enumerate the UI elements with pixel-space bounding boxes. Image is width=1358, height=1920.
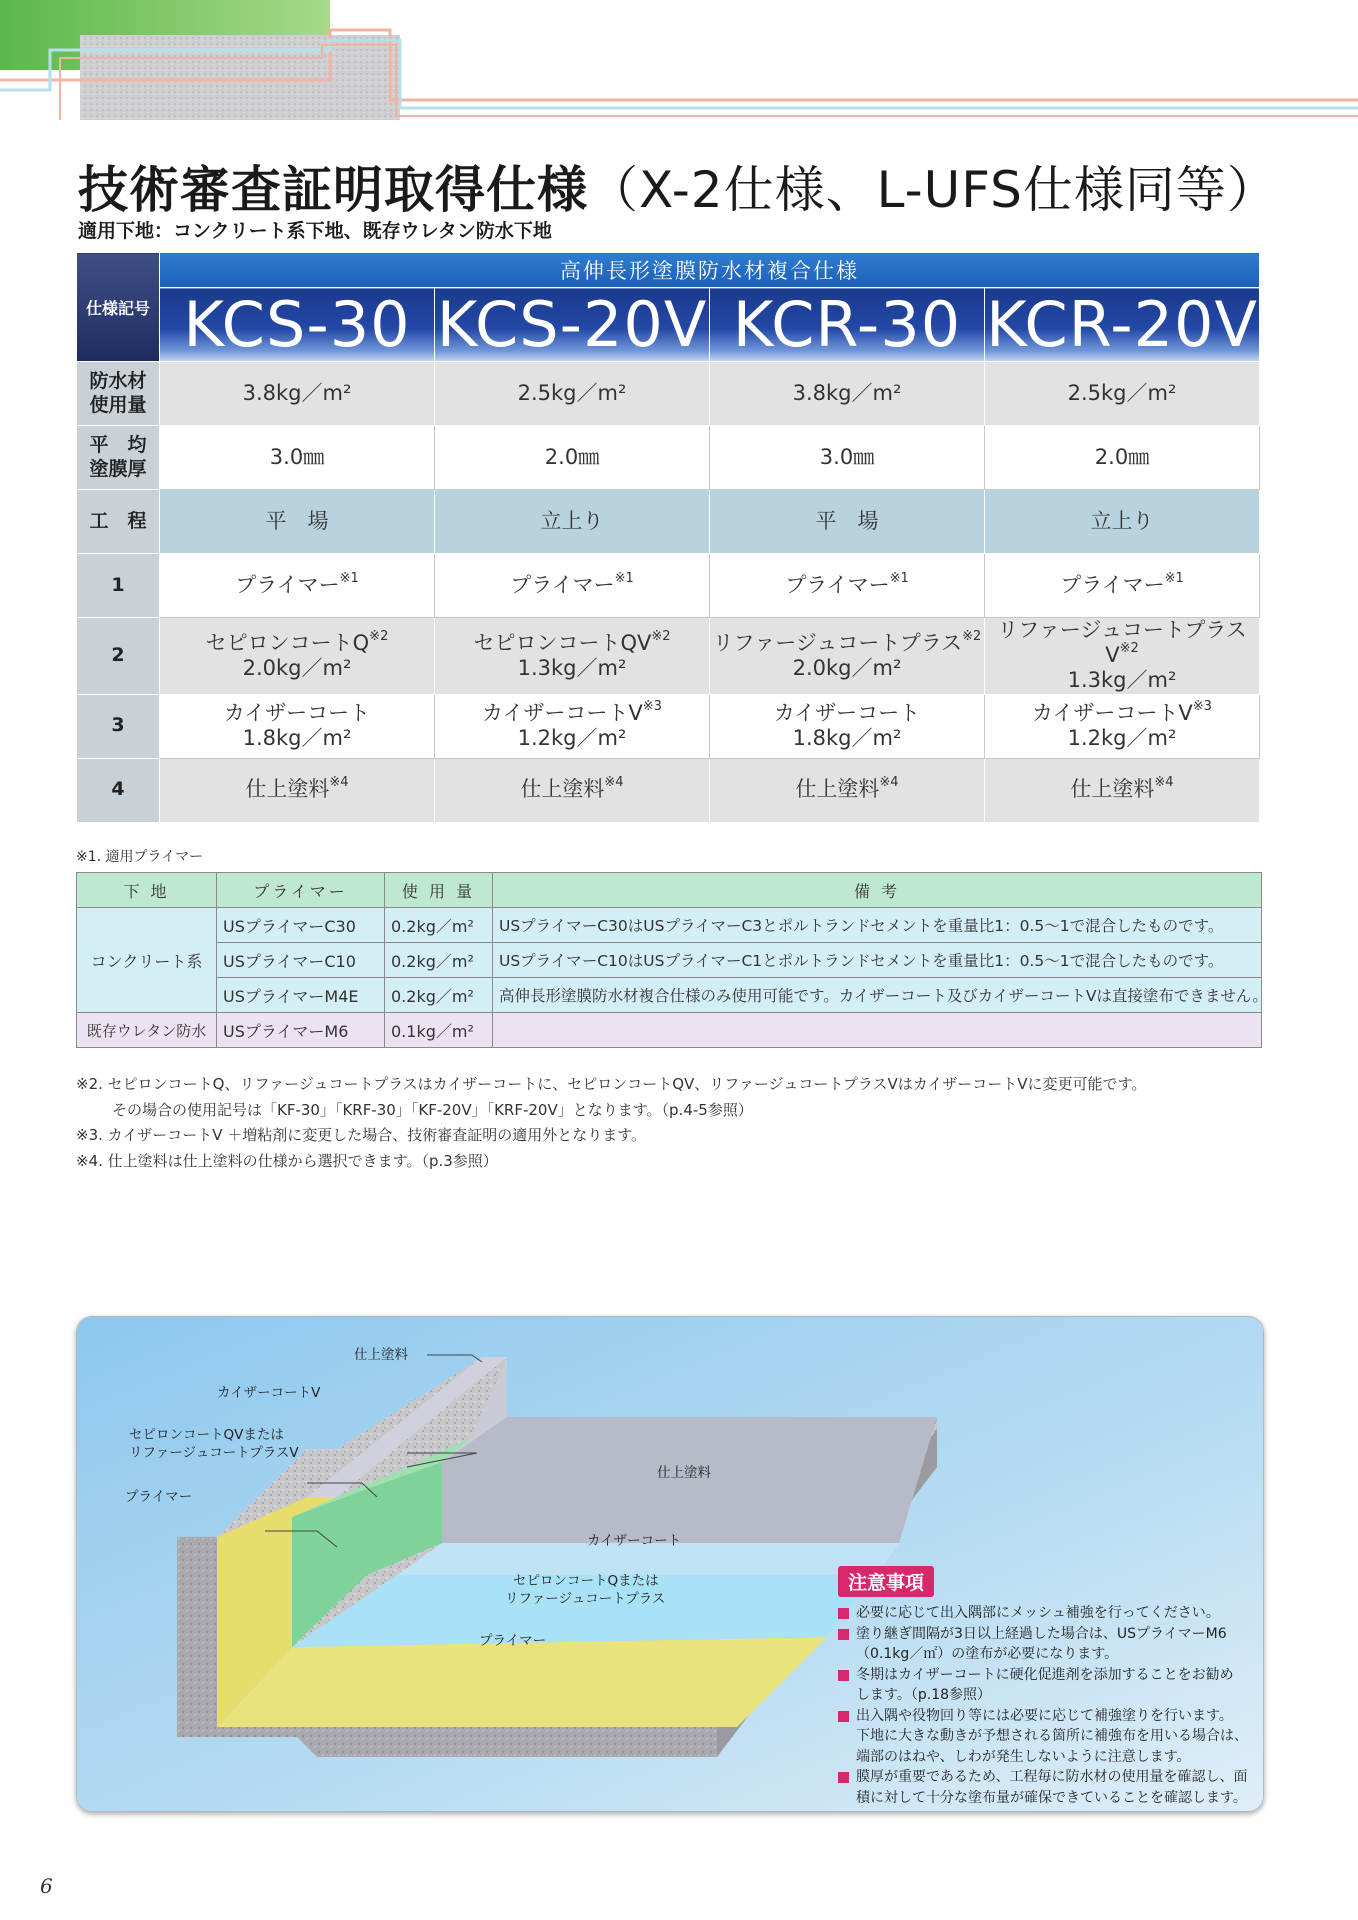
spec-row-label: 平 均 塗膜厚	[77, 426, 160, 490]
spec-code-2: KCS-20V	[435, 288, 710, 362]
square-bullet-icon	[838, 1608, 849, 1619]
label-floor-primer: プライマー	[479, 1633, 547, 1649]
spec-cell-text: カイザーコートV	[482, 700, 643, 725]
caution-item-line: 塗り継ぎ間隔が3日以上経過した場合は、USプライマーM6	[856, 1625, 1227, 1642]
spec-cell-amount: 1.8kg／m²	[792, 726, 902, 751]
spec-cell-amount: 1.8kg／m²	[242, 726, 352, 751]
spec-cell-amount: 2.0kg／m²	[242, 655, 352, 680]
primer-group-urethane: 既存ウレタン防水	[77, 1013, 217, 1048]
spec-code-3: KCR-30	[710, 288, 985, 362]
primer-note: USプライマーC10はUSプライマーC1とポルトランドセメントを重量比1：0.5～1で混合したものです。	[493, 943, 1262, 978]
primer-note: 高伸長形塗膜防水材複合仕様のみ使用可能です。カイザーコート及びカイザーコートVは直接塗布できません。	[493, 978, 1262, 1013]
spec-cell-text: リファージュコートプラス	[712, 630, 963, 655]
page-subtitle: 適用下地：コンクリート系下地、既存ウレタン防水下地	[78, 220, 552, 242]
caution-list	[838, 1603, 1258, 1808]
caution-item	[838, 1706, 1258, 1768]
page-title: 技術審査証明取得仕様（X-2仕様、L-UFS仕様同等）	[78, 161, 1278, 219]
spec-row-label: 工 程	[77, 490, 160, 554]
spec-cell-text: 仕上塗料	[1070, 777, 1155, 802]
caution-item	[838, 1665, 1258, 1706]
spec-cell	[435, 554, 710, 618]
spec-cell-text: プライマー	[1060, 572, 1165, 597]
footnote-3: ※3. カイザーコートV ＋増粘剤に変更した場合、技術審査証明の適用外となります。	[76, 1126, 647, 1144]
spec-cell	[160, 758, 435, 822]
primer-note	[493, 1013, 1262, 1048]
label-wall-kaiser-v: カイザーコートV	[217, 1385, 321, 1401]
spec-cell-footnote: ※3	[1192, 698, 1212, 714]
spec-cell-footnote: ※1	[1164, 570, 1184, 586]
spec-row-label: 防水材 使用量	[77, 362, 160, 426]
spec-cell	[985, 618, 1260, 695]
label-floor-sepiron-2: リファージュコートプラス	[505, 1591, 666, 1607]
label-wall-finish: 仕上塗料	[354, 1347, 408, 1363]
primer-note: USプライマーC30はUSプライマーC3とポルトランドセメントを重量比1：0.5～1で混合したものです。	[493, 908, 1262, 943]
spec-cell: 2.5kg／m²	[985, 362, 1260, 426]
spec-cell-amount: 2.0kg／m²	[792, 655, 902, 680]
spec-cell	[985, 554, 1260, 618]
primer-name: USプライマーM6	[217, 1013, 385, 1048]
label-wall-sepiron-2: リファージュコートプラスV	[129, 1445, 299, 1461]
spec-cell-text: 仕上塗料	[245, 777, 330, 802]
square-bullet-icon	[838, 1772, 849, 1783]
spec-cell-text: プライマー	[785, 572, 890, 597]
primer-name: USプライマーC30	[217, 908, 385, 943]
primer-header-note: 備 考	[493, 873, 1262, 908]
caution-box	[838, 1566, 1258, 1808]
spec-row-label: 1	[77, 554, 160, 618]
note1-title: ※1. 適用プライマー	[76, 849, 204, 865]
spec-cell	[435, 694, 710, 758]
spec-cell-footnote: ※1	[339, 570, 359, 586]
spec-cell: 立上り	[985, 490, 1260, 554]
spec-cell	[710, 554, 985, 618]
spec-cell-amount: 1.3kg／m²	[1067, 668, 1177, 693]
footnote-4: ※4. 仕上塗料は仕上塗料の仕様から選択できます。（p.3参照）	[76, 1151, 498, 1170]
spec-code-1: KCS-30	[160, 288, 435, 362]
spec-row-label: 4	[77, 758, 160, 822]
spec-cell	[985, 694, 1260, 758]
spec-cell-footnote: ※1	[614, 570, 634, 586]
spec-cell: 2.5kg／m²	[435, 362, 710, 426]
spec-cell-text: セピロンコートQV	[473, 630, 652, 655]
spec-cell: 3.8kg／m²	[710, 362, 985, 426]
caution-item-line: 膜厚が重要であるため、工程毎に防水材の使用量を確認し、面	[856, 1769, 1248, 1785]
caution-item-line: 冬期はカイザーコートに硬化促進剤を添加することをお勧め	[856, 1666, 1234, 1683]
caution-item-line: 下地に大きな動きが予想される箇所に補強布を用いる場合は、	[856, 1728, 1248, 1744]
page-number: 6	[40, 1874, 53, 1898]
spec-cell	[160, 554, 435, 618]
spec-cell: 2.0㎜	[435, 426, 710, 490]
spec-cell: 2.0㎜	[985, 426, 1260, 490]
footnotes	[76, 1072, 1146, 1174]
caution-item-line: （0.1kg／㎡）の塗布が必要になります。	[856, 1646, 1119, 1662]
spec-cell	[160, 694, 435, 758]
spec-cell-amount: 1.2kg／m²	[1067, 726, 1177, 751]
primer-name: USプライマーC10	[217, 943, 385, 978]
spec-cell-footnote: ※4	[604, 775, 624, 791]
spec-cell-text: プライマー	[510, 572, 615, 597]
primer-amount: 0.2kg／m²	[385, 978, 493, 1013]
spec-cell-text: カイザーコート	[223, 700, 371, 725]
spec-cell-footnote: ※3	[642, 698, 662, 714]
spec-cell-text: カイザーコートV	[1032, 700, 1193, 725]
square-bullet-icon	[838, 1711, 849, 1722]
caution-item-line: 積に対して十分な塗布量が確保できていることを確認します。	[856, 1789, 1247, 1806]
spec-cell: 平 場	[160, 490, 435, 554]
primer-amount: 0.1kg／m²	[385, 1013, 493, 1048]
spec-cell-footnote: ※2	[651, 628, 671, 644]
spec-cell	[985, 758, 1260, 822]
caution-item	[838, 1603, 1258, 1624]
spec-cell	[435, 758, 710, 822]
spec-cell-text: カイザーコート	[773, 700, 921, 725]
spec-cell-footnote: ※4	[1154, 775, 1174, 791]
spec-cell: 平 場	[710, 490, 985, 554]
spec-cell-text: セピロンコートQ	[205, 630, 370, 655]
spec-cell	[710, 758, 985, 822]
footnote-2: ※2. セピロンコートQ、リファージュコートプラスはカイザーコートに、セピロンコートQV、リファージュコートプラスVはカイザーコートVに変更可能です。	[76, 1075, 1147, 1093]
footnote-2-cont: その場合の使用記号は「KF-30」「KRF-30」「KF-20V」「KRF-20V」となります。（p.4-5参照）	[112, 1100, 753, 1119]
spec-cell-footnote: ※1	[889, 570, 909, 586]
spec-code-4: KCR-20V	[986, 288, 1258, 361]
primer-header-substrate: 下 地	[77, 873, 217, 908]
primer-header-primer: プライマー	[217, 873, 385, 908]
spec-row-label: 2	[77, 618, 160, 695]
label-floor-sepiron-1: セピロンコートQまたは	[513, 1573, 659, 1589]
caution-item-line: 端部のはねや、しわが発生しないように注意します。	[856, 1748, 1191, 1765]
spec-cell-footnote: ※4	[879, 775, 899, 791]
label-wall-sepiron-1: セピロンコートQVまたは	[129, 1427, 284, 1443]
spec-corner-label: 仕様記号	[77, 253, 160, 362]
spec-cell-text: プライマー	[235, 572, 340, 597]
primer-group-concrete: コンクリート系	[77, 908, 217, 1013]
spec-cell	[710, 694, 985, 758]
spec-cell	[435, 618, 710, 695]
spec-cell	[160, 618, 435, 695]
caution-item	[838, 1767, 1258, 1808]
spec-cell-text: リファージュコートプラスV	[997, 618, 1247, 668]
spec-cell-footnote: ※2	[1119, 641, 1139, 657]
spec-row-label: 3	[77, 694, 160, 758]
label-floor-finish: 仕上塗料	[657, 1465, 711, 1481]
primer-name: USプライマーM4E	[217, 978, 385, 1013]
spec-cell: 立上り	[435, 490, 710, 554]
spec-cell: 3.8kg／m²	[160, 362, 435, 426]
square-bullet-icon	[838, 1629, 849, 1640]
primer-amount: 0.2kg／m²	[385, 908, 493, 943]
spec-cell-footnote: ※2	[369, 628, 389, 644]
caution-item	[838, 1624, 1258, 1665]
spec-cell: 3.0㎜	[710, 426, 985, 490]
primer-table	[76, 872, 1268, 1048]
caution-item-line: 出入隅や役物回り等には必要に応じて補強塗りを行います。	[856, 1707, 1233, 1724]
spec-table	[76, 252, 1260, 823]
primer-header-amount: 使 用 量	[385, 873, 493, 908]
spec-cell	[710, 618, 985, 695]
caution-item-line: 必要に応じて出入隅部にメッシュ補強を行ってください。	[856, 1605, 1220, 1621]
caution-item-line: します。（p.18参照）	[856, 1687, 992, 1703]
spec-cell-text: 仕上塗料	[520, 777, 605, 802]
label-wall-primer: プライマー	[125, 1489, 193, 1505]
spec-cell-footnote: ※4	[329, 775, 349, 791]
spec-cell-text: 仕上塗料	[795, 777, 880, 802]
spec-cell: 3.0㎜	[160, 426, 435, 490]
square-bullet-icon	[838, 1670, 849, 1681]
caution-title: 注意事項	[838, 1566, 934, 1597]
spec-band-label: 高伸長形塗膜防水材複合仕様	[160, 253, 1260, 288]
spec-cell-footnote: ※2	[962, 628, 982, 644]
spec-cell-amount: 1.3kg／m²	[517, 655, 627, 680]
label-floor-kaiser: カイザーコート	[587, 1533, 682, 1549]
primer-amount: 0.2kg／m²	[385, 943, 493, 978]
header-decoration	[0, 0, 1358, 130]
spec-cell-amount: 1.2kg／m²	[517, 726, 627, 751]
